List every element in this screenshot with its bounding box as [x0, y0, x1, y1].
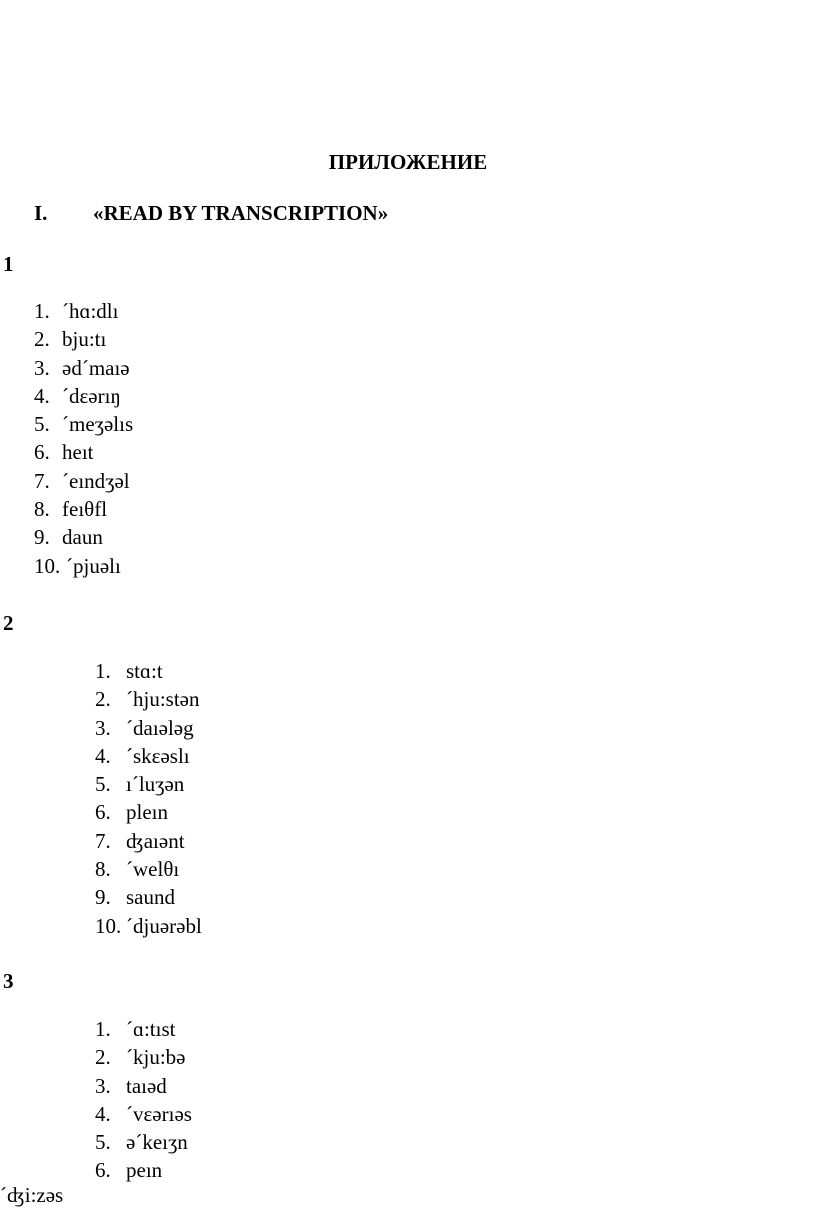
page-title: ПРИЛОЖЕНИЕ [328, 150, 488, 174]
group-label-1: 1 [3, 252, 14, 276]
section-number: I. [34, 201, 48, 225]
trailing-transcription: ´ʤi:zəs [0, 1183, 64, 1207]
section-title: «READ BY TRANSCRIPTION» [93, 201, 389, 225]
group-label-3: 3 [3, 969, 14, 993]
group-label-2: 2 [3, 611, 14, 635]
